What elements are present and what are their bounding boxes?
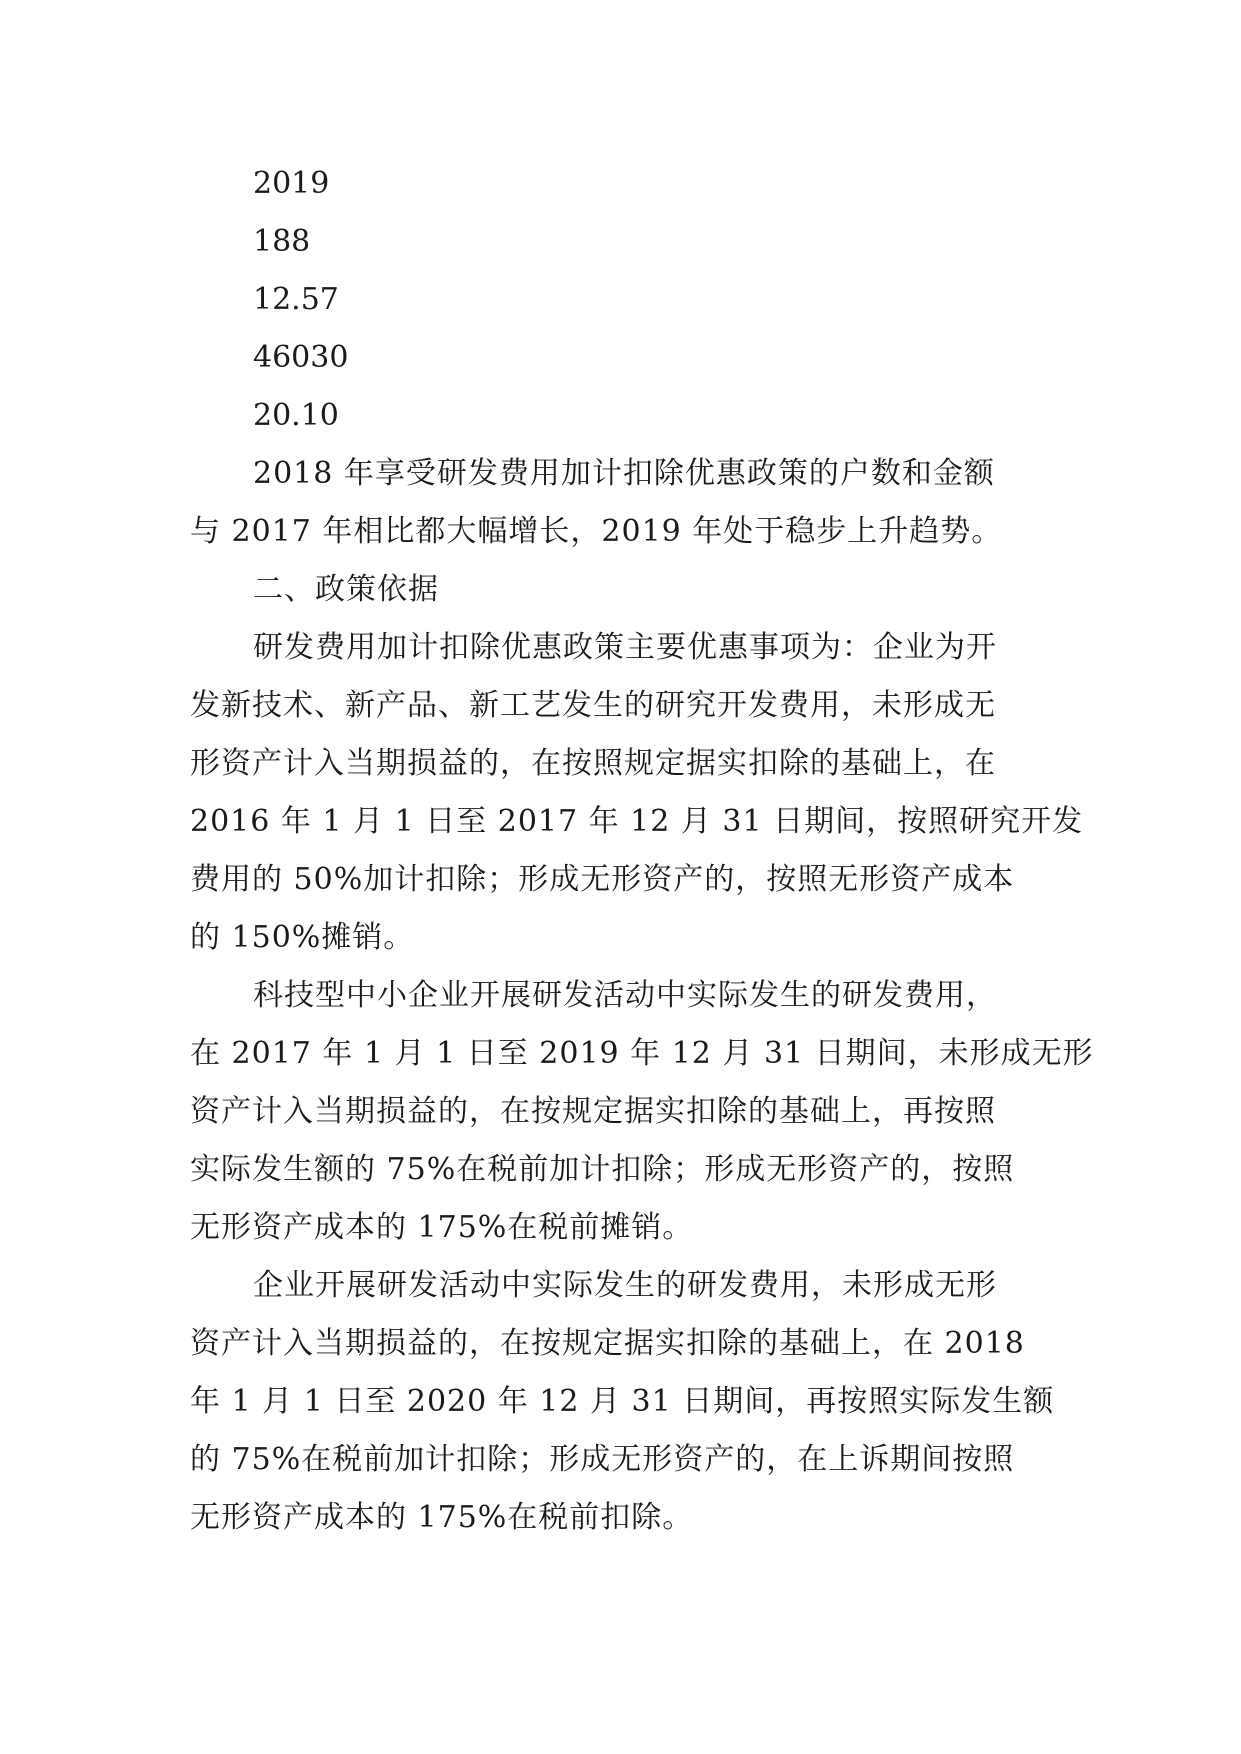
paragraph-line: 2016 年 1 月 1 日至 2017 年 12 月 31 日期间，按照研究开发 <box>190 804 1084 839</box>
paragraph-line: 资产计入当期损益的，在按规定据实扣除的基础上，在 2018 <box>190 1326 1025 1361</box>
paragraph-line: 研发费用加计扣除优惠政策主要优惠事项为：企业为开 <box>253 630 997 665</box>
paragraph-line: 科技型中小企业开展研发活动中实际发生的研发费用， <box>253 978 997 1013</box>
paragraph-line: 年 1 月 1 日至 2020 年 12 月 31 日期间，再按照实际发生额 <box>190 1384 1055 1419</box>
paragraph-line: 发新技术、新产品、新工艺发生的研究开发费用，未形成无 <box>190 688 996 723</box>
paragraph-policy-1 <box>190 619 1084 967</box>
data-value-growth: 12.57 <box>253 282 339 317</box>
paragraph-policy-2 <box>190 967 1094 1257</box>
paragraph-line: 无形资产成本的 175%在税前摊销。 <box>190 1210 694 1245</box>
section-heading: 二、政策依据 <box>253 572 439 607</box>
data-value-amount: 46030 <box>253 340 349 375</box>
paragraph-line: 的 75%在税前加计扣除；形成无形资产的，在上诉期间按照 <box>190 1442 1015 1477</box>
paragraph-line: 的 150%摊销。 <box>190 920 415 955</box>
paragraph-line: 无形资产成本的 175%在税前扣除。 <box>190 1500 694 1535</box>
paragraph-growth <box>190 445 1050 561</box>
data-value-count: 188 <box>253 224 311 259</box>
paragraph-line: 实际发生额的 75%在税前加计扣除；形成无形资产的，按照 <box>190 1152 1015 1187</box>
paragraph-line: 资产计入当期损益的，在按规定据实扣除的基础上，再按照 <box>190 1094 996 1129</box>
data-value-rate: 20.10 <box>253 398 339 433</box>
paragraph-line: 在 2017 年 1 月 1 日至 2019 年 12 月 31 日期间，未形成无形 <box>190 1036 1094 1071</box>
paragraph-line: 企业开展研发活动中实际发生的研发费用，未形成无形 <box>253 1268 997 1303</box>
paragraph-line: 费用的 50%加计扣除；形成无形资产的，按照无形资产成本 <box>190 862 1015 897</box>
data-value-year: 2019 <box>253 166 330 201</box>
paragraph-line: 2018 年享受研发费用加计扣除优惠政策的户数和金额 <box>253 456 995 491</box>
paragraph-line: 形资产计入当期损益的，在按照规定据实扣除的基础上，在 <box>190 746 996 781</box>
paragraph-policy-3 <box>190 1257 1055 1547</box>
paragraph-line: 与 2017 年相比都大幅增长，2019 年处于稳步上升趋势。 <box>190 514 1003 549</box>
document-body <box>190 155 1094 1547</box>
